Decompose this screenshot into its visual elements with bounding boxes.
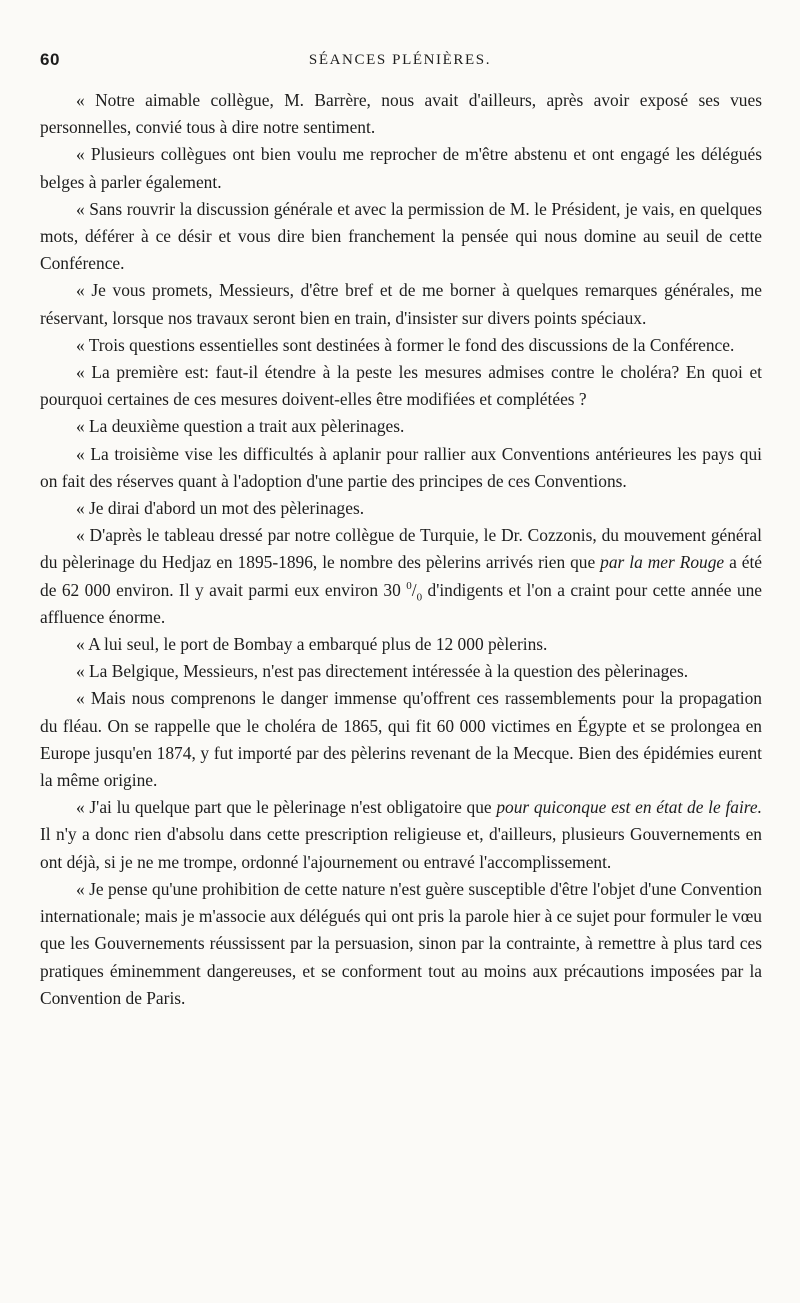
paragraph: « Plusieurs collègues ont bien voulu me reprocher de m'être abstenu et ont engagé les délégués belges à parler également. bbox=[40, 144, 762, 192]
paragraph: « Sans rouvrir la discussion générale et avec la permission de M. le Président, je vais, en quelques mots, déférer à ce désir et vous dire bien franchement la pensée qui nous domine au seuil de cette Conférence. bbox=[40, 198, 762, 274]
page-number: 60 bbox=[40, 50, 60, 69]
paragraph: « Notre aimable collègue, M. Barrère, nous avait d'ailleurs, après avoir exposé ses vues personnelles, convié tous à dire notre sentiment. bbox=[40, 90, 762, 138]
paragraph: « D'après le tableau dressé par notre collègue de Turquie, le Dr. Cozzonis, du mouvement général du pèlerinage du Hedjaz en 1895-1896, le nombre des pèlerins arrivés rien que par la mer Rouge a été de 62 000 environ. Il y avait parmi eux environ 30 $^0/_0$ d'indigents et l'on a craint pour cette année une affluence énorme. bbox=[40, 525, 762, 627]
paragraph bbox=[40, 794, 762, 876]
percent-denominator: 0 bbox=[416, 591, 423, 604]
emphasis-text: par la mer Rouge bbox=[600, 552, 725, 573]
paragraph: « Trois questions essentielles sont destinées à former le fond des discussions de la Conférence. bbox=[76, 334, 735, 355]
paragraph-text: a été de 62 000 environ. Il y avait parmi eux environ 30 bbox=[40, 552, 762, 600]
paragraph: « A lui seul, le port de Bombay a embarqué plus de 12 000 pèlerins. bbox=[76, 634, 548, 655]
paragraph: « Je pense qu'une prohibition de cette nature n'est guère susceptible d'être l'objet d'une Convention internationale; mais je m'associe aux délégués qui ont pris la parole hier à ce sujet pour formuler le vœu que les Gouvernements réussissent par la persuasion, sinon par la contrainte, à remettre à plus tard ces pratiques éminemment dangereuses, et se conforment tout au moins aux précautions imposées par la Convention de Paris. bbox=[40, 878, 762, 1008]
paragraph: « Je vous promets, Messieurs, d'être bref et de me borner à quelques remarques générales, me réservant, lorsque nos travaux seront bien en train, d'insister sur divers points spéciaux. bbox=[40, 280, 762, 328]
paragraph-text: « D'après le tableau dressé par notre collègue de Turquie, le Dr. Cozzonis, du mouvement général du pèlerinage du Hedjaz en 1895-1896, le nombre des pèlerins arrivés rien que bbox=[40, 525, 762, 573]
percent-numerator: 0 bbox=[406, 579, 412, 592]
page-header bbox=[28, 50, 772, 76]
running-title: SÉANCES PLÉNIÈRES. bbox=[308, 52, 492, 68]
paragraph: « La deuxième question a trait aux pèlerinages. bbox=[76, 416, 405, 437]
paragraph: « Je dirai d'abord un mot des pèlerinages. bbox=[76, 498, 365, 519]
emphasis-text: pour quiconque est en état de le faire. bbox=[496, 797, 762, 818]
paragraph: « La première est: faut-il étendre à la peste les mesures admises contre le choléra? En quoi et pourquoi certaines de ces mesures doivent-elles être modifiées et complétées ? bbox=[40, 362, 762, 410]
paragraph-text: d'indigents et l'on a craint pour cette année une affluence énorme. bbox=[40, 579, 762, 627]
paragraph: « La troisième vise les difficultés à aplanir pour rallier aux Conventions antérieures les pays qui on fait des réserves quant à l'adoption d'une partie des principes de ces Conventions. bbox=[40, 443, 762, 491]
paragraph: « La Belgique, Messieurs, n'est pas directement intéressée à la question des pèlerinages. bbox=[76, 661, 689, 682]
paragraph: « Mais nous comprenons le danger immense qu'offrent ces rassemblements pour la propagation du fléau. On se rappelle que le choléra de 1865, qui fit 60 000 victimes en Égypte et se prolongea en Europe jusqu'en 1874, y fut importé par des pèlerins revenant de la Mecque. Bien des épidémies eurent la même origine. bbox=[40, 688, 762, 791]
paragraph-text: Il n'y a donc rien d'absolu dans cette prescription religieuse et, d'ailleurs, plusieurs Gouvernements en ont déjà, si je ne me trompe, ordonné l'ajournement ou entravé l'accomplissement. bbox=[40, 824, 762, 872]
paragraph-text: « J'ai lu quelque part que le pèlerinage n'est obligatoire que bbox=[76, 797, 497, 818]
page-body bbox=[40, 87, 762, 1012]
